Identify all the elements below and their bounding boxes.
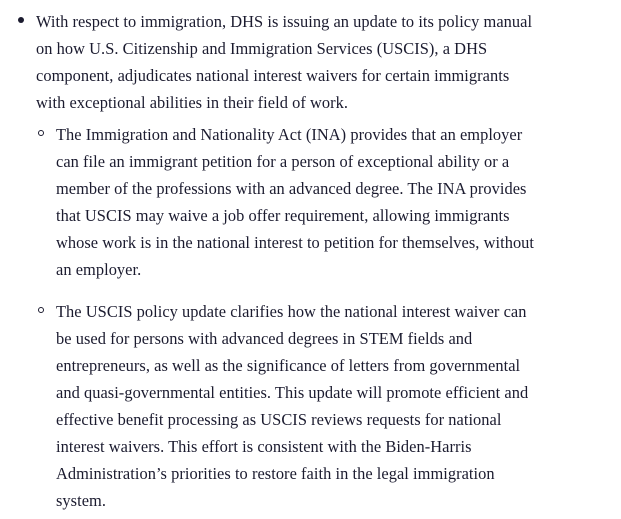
subitem-ina [38,121,618,283]
subitem-line: The Immigration and Nationality Act (INA) provides that an employer [56,125,523,144]
bullet-line: on how U.S. Citizenship and Immigration Services (USCIS), a DHS [36,39,488,58]
subitem-line: The USCIS policy update clarifies how the national interest waiver can [56,302,527,321]
subitem-text [38,298,616,514]
bullet-line: with exceptional abilities in their field of work. [36,93,349,112]
subitem-line: can file an immigrant petition for a person of exceptional ability or a [56,152,510,171]
sub-bullet-circle-icon [38,307,44,313]
bullet-line: component, adjudicates national interest waivers for certain immigrants [36,66,510,85]
subitem-line: entrepreneurs, as well as the significance of letters from governmental [56,356,521,375]
sub-bullet-circle-icon [38,130,44,136]
subitem-line: whose work is in the national interest to petition for themselves, without [56,233,535,252]
subitem-line: member of the professions with an advanced degree. The INA provides [56,179,527,198]
bullet-line: With respect to immigration, DHS is issuing an update to its policy manual [36,12,533,31]
subitem-line: and quasi-governmental entities. This update will promote efficient and [56,383,529,402]
bullet-text [22,8,618,116]
bullet-disc-icon [18,17,24,23]
subitem-line: be used for persons with advanced degrees in STEM fields and [56,329,473,348]
subitem-line: system. [56,491,106,510]
subitem-line: interest waivers. This effort is consistent with the Biden-Harris [56,437,472,456]
subitem-line: that USCIS may waive a job offer requirement, allowing immigrants [56,206,510,225]
subitem-line: Administration’s priorities to restore faith in the legal immigration [56,464,495,483]
bullet-item-immigration [22,8,620,116]
subitem-uscis-policy [38,298,618,514]
subitem-line: effective benefit processing as USCIS reviews requests for national [56,410,502,429]
subitem-text [38,121,616,283]
subitem-line: an employer. [56,260,142,279]
